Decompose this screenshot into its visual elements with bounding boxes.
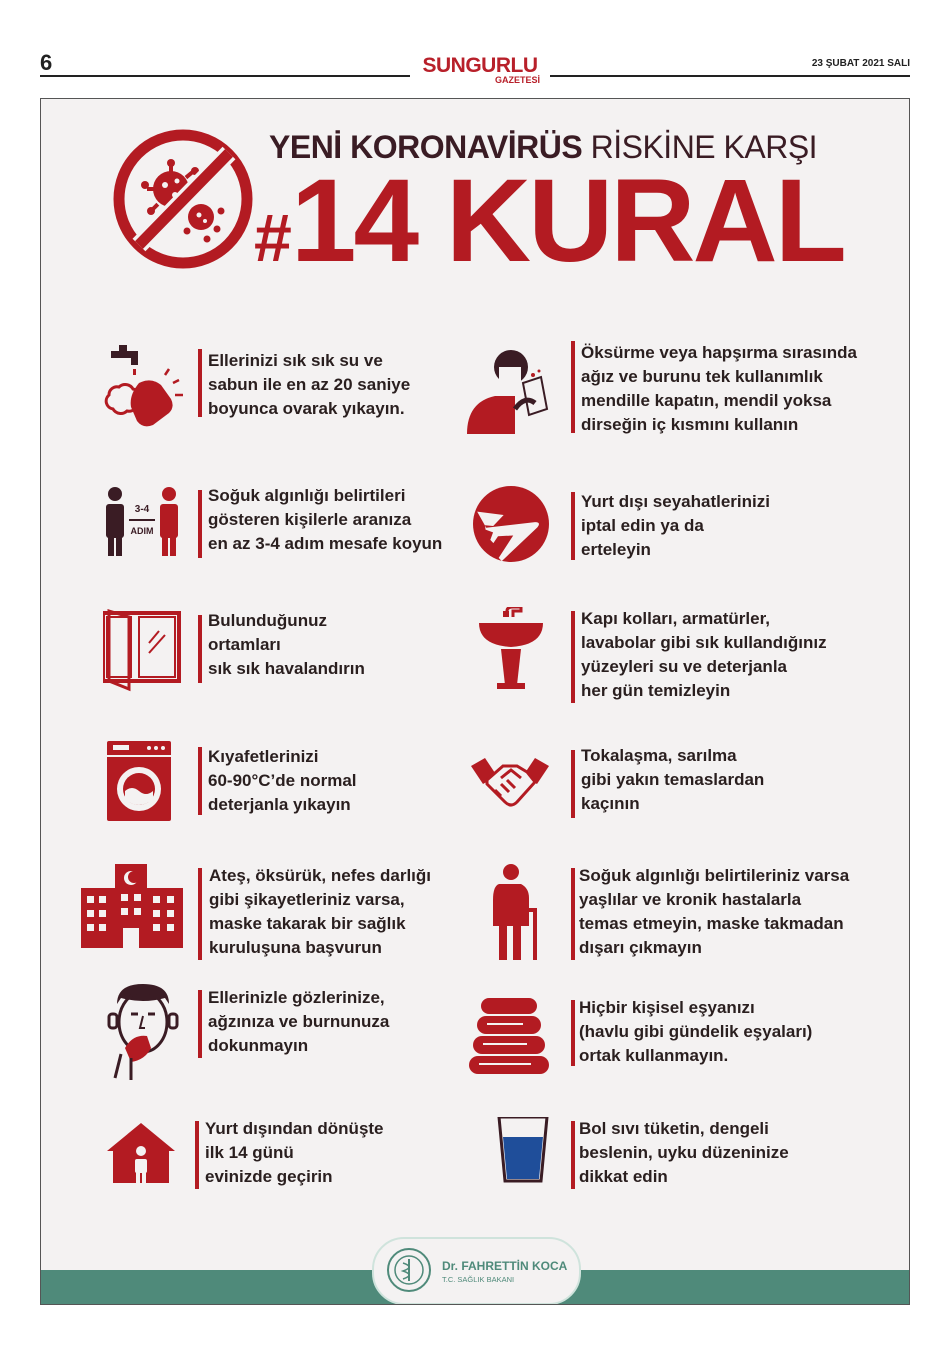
headline-bold: YENİ KORONAVİRÜS [269,129,583,165]
window-icon [103,609,188,709]
rule-divider [195,1121,199,1189]
infographic-poster [40,98,910,1305]
rule-text: Yurt dışından dönüşte ilk 14 günü evinizde geçirin [205,1119,384,1186]
headline-thin: RİSKİNE KARŞI [590,129,818,165]
headline-title [253,155,844,298]
rule-text: Öksürme veya hapşırma sırasında ağız ve burunu tek kullanımlık mendille kapatın, mendil yoksa dirseğin iç kısmını kullanın [581,343,857,434]
rule-text: Ellerinizle gözlerinize, ağzınıza ve burnunuza dokunmayın [208,988,390,1055]
airplane-icon [467,486,552,586]
rule-item [81,864,461,974]
title-text: 14 KURAL [290,155,844,287]
masthead-rule-left [40,75,410,77]
hospital-icon [81,864,186,964]
rule-text: Kıyafetlerinizi 60-90°C’de normal deterjanla yıkayın [208,747,357,814]
rule-item [467,607,887,717]
rule-divider [198,349,202,417]
ministry-seal-icon [386,1247,432,1293]
distance-icon [103,484,188,584]
handwash-icon [103,343,188,443]
rule-divider [198,615,202,683]
rule-text: Ellerinizi sık sık su ve sabun ile en az 20 saniye boyunca ovarak yıkayın. [208,351,411,418]
sink-icon [467,607,552,707]
masthead [40,48,910,88]
rule-divider [571,341,575,433]
rule-divider [198,990,202,1058]
rule-text: Kapı kolları, armatürler, lavabolar gibi sık kullandığınız yüzeyleri su ve deterjanla her gün temizleyin [581,609,827,700]
rule-text: Hiçbir kişisel eşyanızı (havlu gibi gündelik eşyaları) ortak kullanmayın. [579,998,813,1065]
footer-name: Dr. FAHRETTİN KOCA [442,1259,568,1273]
distance-label: 3-4 [134,504,150,515]
logo-name: SUNGURLU [422,54,538,77]
rule-text: Bol sıvı tüketin, dengeli beslenin, uyku düzeninize dikkat edin [579,1119,789,1186]
rule-text: Yurt dışı seyahatlerinizi iptal edin ya da erteleyin [581,492,770,559]
hashtag-symbol: # [253,200,291,276]
rule-item [467,996,887,1106]
washing-machine-icon [103,741,188,841]
rule-divider [571,492,575,560]
rule-item [103,1117,463,1227]
logo-subtitle: GAZETESİ [494,75,540,85]
footer-role: T.C. SAĞLIK BAKANI [442,1275,515,1284]
elderly-icon [467,864,552,964]
rule-divider [571,1121,575,1189]
rule-item [103,609,443,719]
rule-text: Bulunduğunuz ortamları sık sık havalandırın [208,611,365,678]
rule-item [467,744,887,854]
rule-divider [571,1000,575,1066]
rule-item [103,343,443,453]
rule-item [467,486,887,596]
rule-item [467,1117,887,1227]
rule-text: Ateş, öksürük, nefes darlığı gibi şikayetleriniz varsa, maske takarak bir sağlık kuruluşuna başvurun [209,866,432,957]
face-touch-icon [103,984,188,1084]
home-icon [103,1117,188,1217]
rule-divider [198,490,202,558]
rule-divider [571,750,575,818]
rule-item [103,741,443,851]
rule-divider [198,747,202,815]
towels-icon [467,996,552,1096]
rule-divider [571,611,575,703]
handshake-icon [467,744,552,844]
ministry-badge [372,1237,581,1305]
water-glass-icon [467,1117,552,1217]
rule-text: Soğuk algınlığı belirtileriniz varsa yaşlılar ve kronik hastalarla temas etmeyin, maske takmadan dışarı çıkmayın [579,866,850,957]
sneeze-icon [467,339,552,439]
rule-item [103,984,463,1094]
no-virus-icon [111,127,256,272]
rule-divider [198,868,202,960]
issue-date: 23 ŞUBAT 2021 SALI [811,58,910,69]
rule-text: Tokalaşma, sarılma gibi yakın temaslardan kaçının [581,746,765,813]
rule-divider [571,868,575,960]
page-number: 6 [40,50,53,75]
newspaper-logo [420,56,540,84]
rule-text: Soğuk algınlığı belirtileri gösteren kişilerle aranıza en az 3-4 adım mesafe koyun [208,486,443,553]
masthead-rule-right [550,75,910,77]
rule-item [103,484,463,594]
distance-unit: ADIM [130,526,154,536]
rule-item [467,864,887,974]
rule-item [467,339,887,449]
